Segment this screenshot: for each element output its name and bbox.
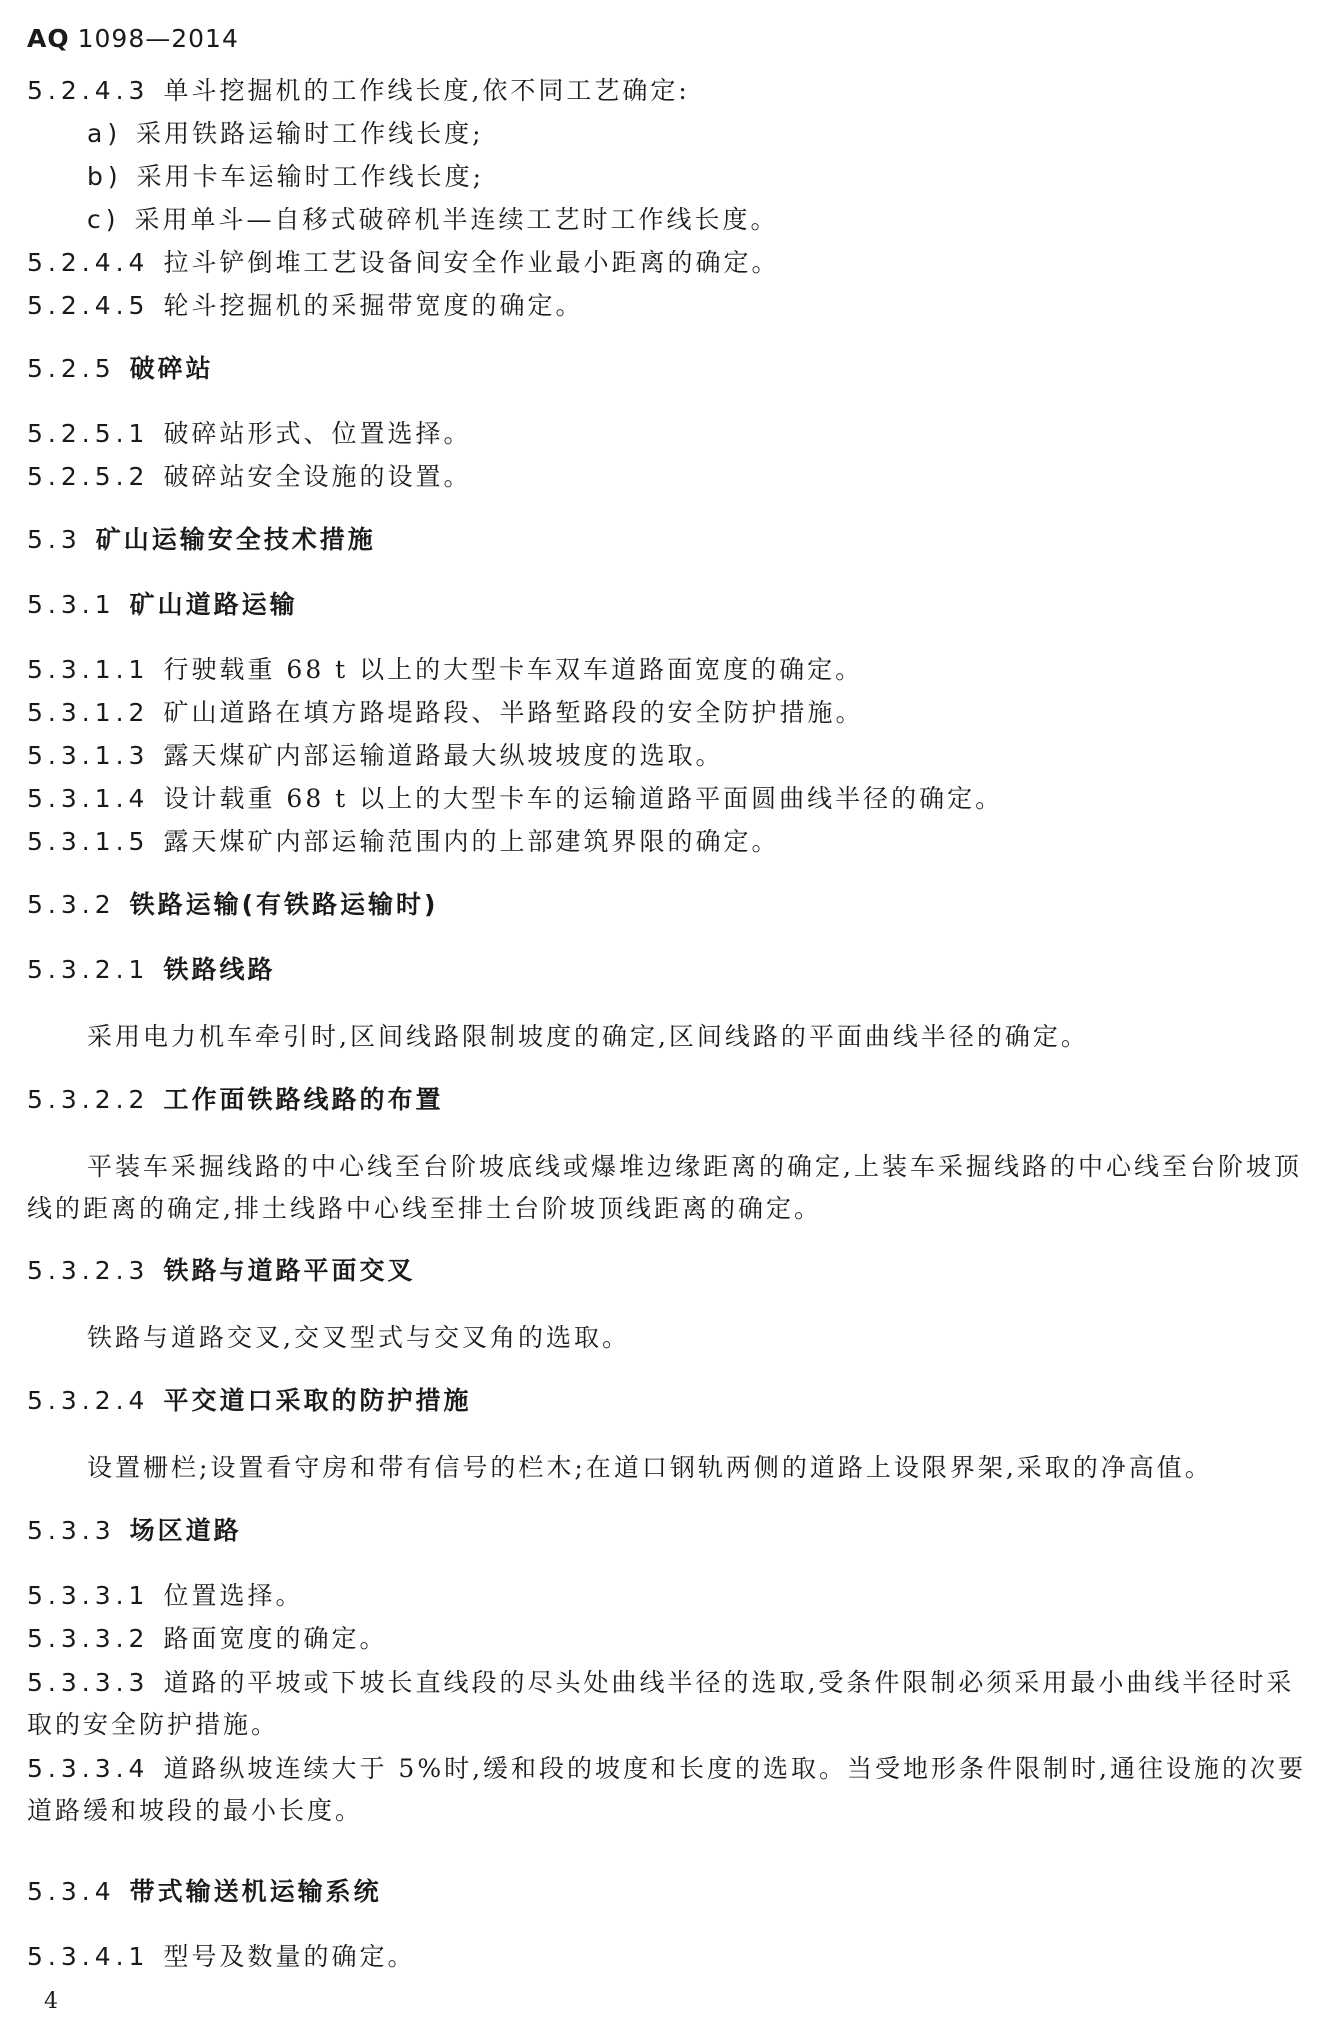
heading-5-3-2-3: 5.3.2.3 铁路与道路平面交叉 [27,1256,416,1285]
clause-5-3-1-2: 5.3.1.2 矿山道路在填方路堤路段、半路堑路段的安全防护措施。 [27,698,864,727]
heading-5-3-1: 5.3.1 矿山道路运输 [27,590,298,619]
paragraph-5-3-2-4: 设置栅栏;设置看守房和带有信号的栏木;在道口钢轨两侧的道路上设限界架,采取的净高值。 [87,1453,1213,1482]
heading-5-3-2-1: 5.3.2.1 铁路线路 [27,955,276,984]
page-number: 4 [44,1989,58,2014]
list-item-b: b) 采用卡车运输时工作线长度; [87,162,485,191]
clause-5-3-3-1: 5.3.3.1 位置选择。 [27,1581,304,1610]
list-item-a: a) 采用铁路运输时工作线长度; [87,119,484,148]
heading-5-3-2-2: 5.3.2.2 工作面铁路线路的布置 [27,1085,444,1114]
clause-5-2-4-4: 5.2.4.4 拉斗铲倒堆工艺设备间安全作业最小距离的确定。 [27,248,780,277]
clause-5-3-1-3: 5.3.1.3 露天煤矿内部运输道路最大纵坡坡度的选取。 [27,741,724,770]
heading-5-3-2: 5.3.2 铁路运输(有铁路运输时) [27,890,439,919]
heading-5-3: 5.3 矿山运输安全技术措施 [27,525,376,554]
paragraph-5-3-2-2: 平装车采掘线路的中心线至台阶坡底线或爆堆边缘距离的确定,上装车采掘线路的中心线至台阶坡顶线的距离的确定,排土线路中心线至排土台阶坡顶线距离的确定。 [27,1152,1302,1223]
clause-5-3-3-2: 5.3.3.2 路面宽度的确定。 [27,1624,388,1653]
standard-number: 1098—2014 [77,24,239,53]
clause-5-3-1-1: 5.3.1.1 行驶载重 68 t 以上的大型卡车双车道路面宽度的确定。 [27,655,864,684]
clause-5-3-1-5: 5.3.1.5 露天煤矿内部运输范围内的上部建筑界限的确定。 [27,827,780,856]
heading-5-3-3: 5.3.3 场区道路 [27,1516,242,1545]
heading-5-3-4: 5.3.4 带式输送机运输系统 [27,1877,382,1906]
standard-code: AQ [27,24,70,53]
paragraph-5-3-2-1: 采用电力机车牵引时,区间线路限制坡度的确定,区间线路的平面曲线半径的确定。 [87,1022,1089,1051]
clause-5-2-4-3: 5.2.4.3 单斗挖掘机的工作线长度,依不同工艺确定: [27,76,690,105]
clause-5-2-5-1: 5.2.5.1 破碎站形式、位置选择。 [27,419,472,448]
paragraph-5-3-2-3: 铁路与道路交叉,交叉型式与交叉角的选取。 [87,1323,630,1352]
clause-5-3-3-4: 5.3.3.4 道路纵坡连续大于 5%时,缓和段的坡度和长度的选取。当受地形条件限制时,通往设施的次要道路缓和坡段的最小长度。 [27,1754,1306,1825]
clause-5-3-1-4: 5.3.1.4 设计载重 68 t 以上的大型卡车的运输道路平面圆曲线半径的确定。 [27,784,1004,813]
clause-5-2-5-2: 5.2.5.2 破碎站安全设施的设置。 [27,462,472,491]
clause-5-2-4-5: 5.2.4.5 轮斗挖掘机的采掘带宽度的确定。 [27,291,584,320]
clause-5-3-4-1: 5.3.4.1 型号及数量的确定。 [27,1942,416,1971]
clause-5-3-3-3: 5.3.3.3 道路的平坡或下坡长直线段的尽头处曲线半径的选取,受条件限制必须采用最小曲线半径时采取的安全防护措施。 [27,1668,1295,1739]
list-item-c: c) 采用单斗—自移式破碎机半连续工艺时工作线长度。 [87,205,779,234]
heading-5-3-2-4: 5.3.2.4 平交道口采取的防护措施 [27,1386,472,1415]
standard-header [27,24,239,53]
heading-5-2-5: 5.2.5 破碎站 [27,354,214,383]
